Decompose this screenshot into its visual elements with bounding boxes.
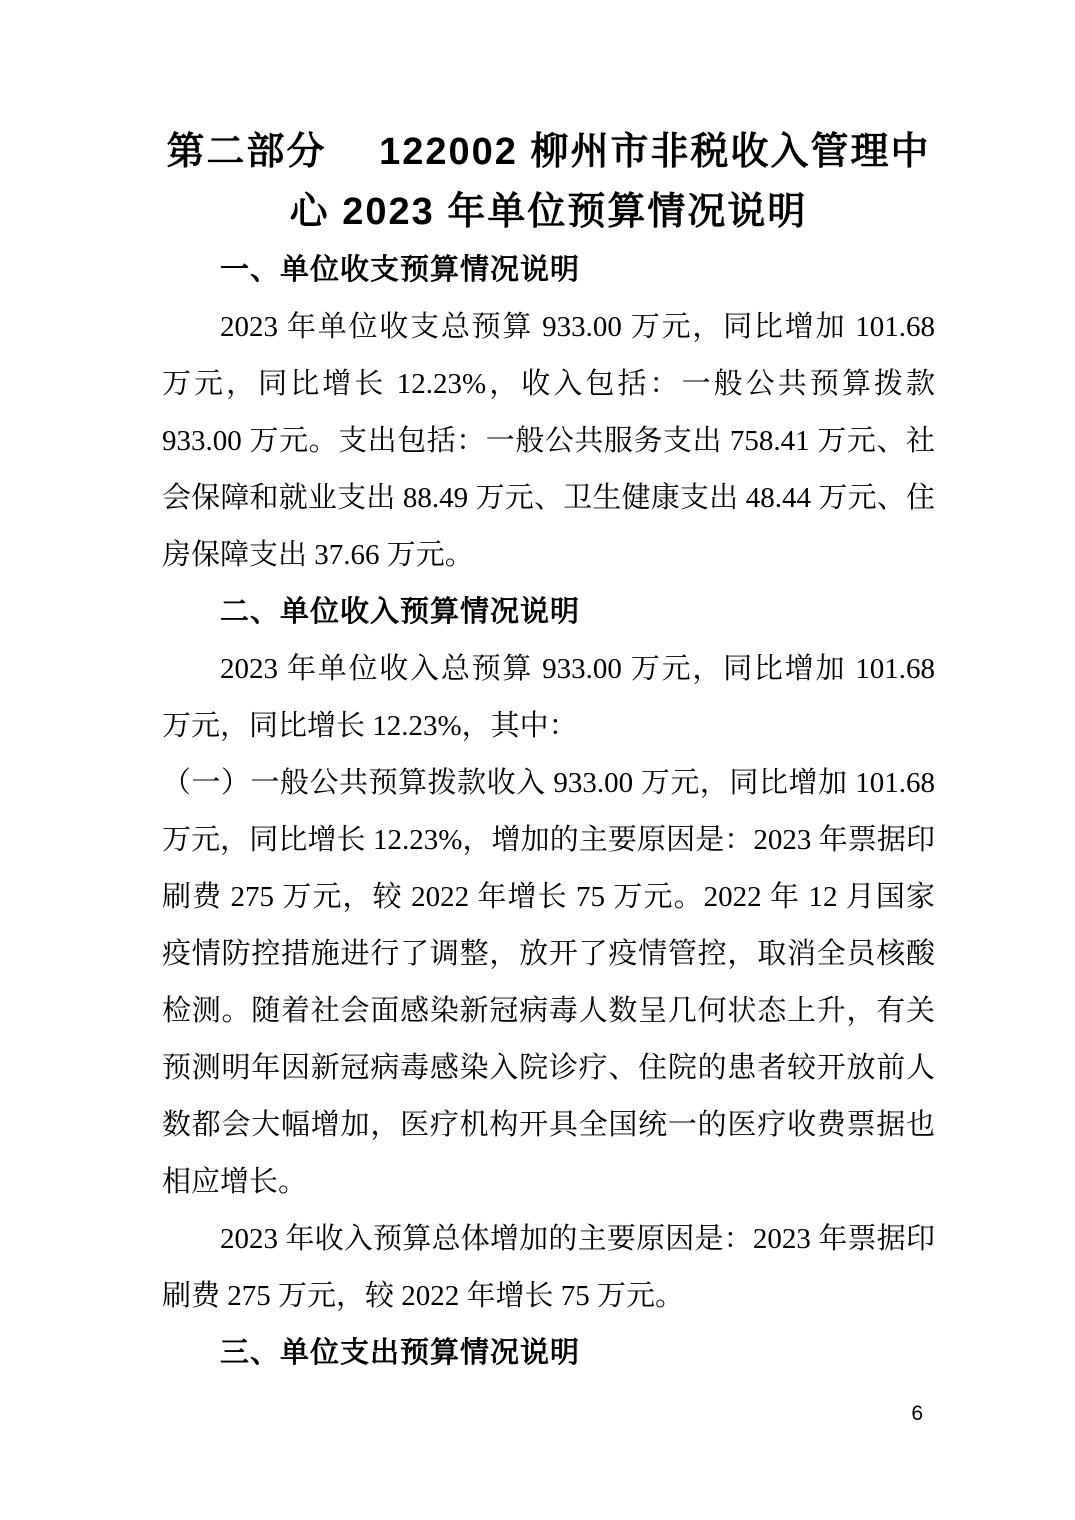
- section2-paragraph-3: 2023 年收入预算总体增加的主要原因是：2023 年票据印刷费 275 万元，较 2022 年增长 75 万元。: [162, 1223, 935, 1312]
- document-title-line1: 第二部分 122002 柳州市非税收入管理中: [166, 131, 931, 173]
- document-content: [162, 122, 935, 1382]
- section2-paragraph-2: （一）一般公共预算拨款收入 933.00 万元，同比增加 101.68 万元，同比增长 12.23%，增加的主要原因是：2023 年票据印刷费 275 万元，较 2022 年增长 75 万元。2022 年 12 月国家疫情防控措施进行了调整，放开了疫情管控，取消全员核酸检测。随着社会面感染新冠病毒人数呈几何状态上升，有关预测明年因新冠病毒感染入院诊疗、住院的患者较开放前人数都会大幅增加，医疗机构开具全国统一的医疗收费票据也相应增长。: [162, 767, 935, 1198]
- document-title-line2: 心 2023 年单位预算情况说明: [289, 191, 808, 233]
- section1-paragraph-1: 2023 年单位收支总预算 933.00 万元，同比增加 101.68 万元，同比增长 12.23%，收入包括：一般公共预算拨款 933.00 万元。支出包括：一般公共服务支出 758.41 万元、社会保障和就业支出 88.49 万元、卫生健康支出 48.44 万元、住房保障支出 37.66 万元。: [162, 311, 935, 571]
- section3-heading: 三、单位支出预算情况说明: [220, 1337, 581, 1369]
- document-title: [162, 122, 935, 242]
- section2-paragraph-1: 2023 年单位收入总预算 933.00 万元，同比增加 101.68 万元，同比增长 12.23%，其中：: [162, 653, 935, 742]
- section1-heading: 一、单位收支预算情况说明: [220, 254, 581, 286]
- page-number: 6: [911, 1402, 923, 1425]
- section2-heading: 二、单位收入预算情况说明: [220, 596, 581, 628]
